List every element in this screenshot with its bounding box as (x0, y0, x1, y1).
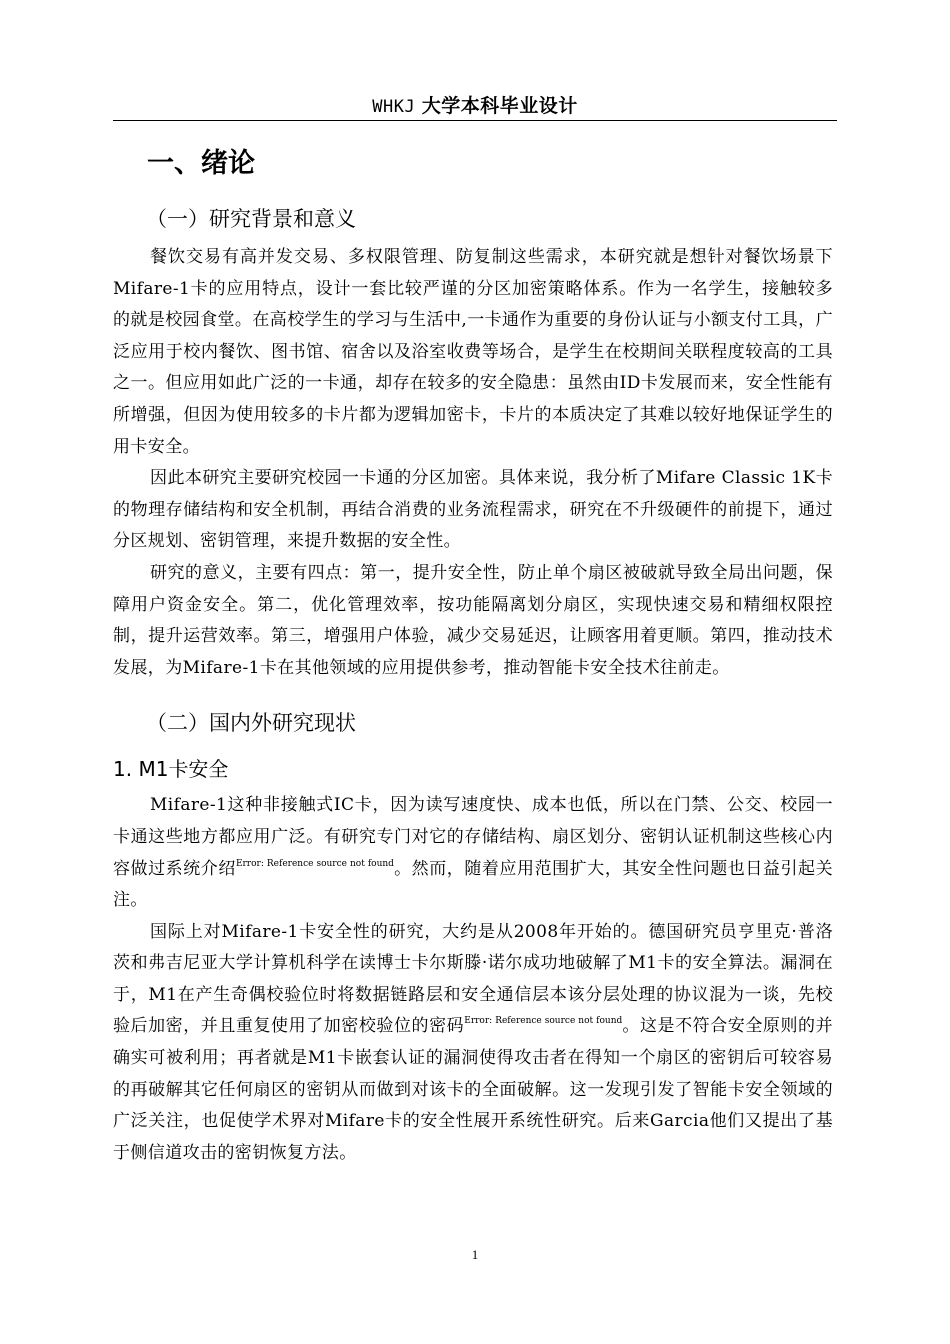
header-brand: WHKJ (372, 97, 416, 117)
paragraph: 因此本研究主要研究校园一卡通的分区加密。具体来说，我分析了Mifare Classic 1K卡的物理存储结构和安全机制，再结合消费的业务流程需求，研究在不升级硬件的前提下，通过分区规划、密钥管理，来提升数据的安全性。 (113, 468, 833, 552)
paragraph: 餐饮交易有高并发交易、多权限管理、防复制这些需求，本研究就是想针对餐饮场景下Mifare-1卡的应用特点，设计一套比较严谨的分区加密策略体系。作为一名学生，接触较多的就是校园食堂。在高校学生的学习与生活中,一卡通作为重要的身份认证与小额支付工具，广泛应用于校内餐饮、图书馆、宿舍以及浴室收费等场合，是学生在校期间关联程度较高的工具之一。但应用如此广泛的一卡通，却存在较多的安全隐患：虽然由ID卡发展而来，安全性能有所增强，但因为使用较多的卡片都为逻辑加密卡，卡片的本质决定了其难以较好地保证学生的用卡安全。 (113, 247, 833, 457)
reference-error-marker: Error: Reference source not found (235, 858, 394, 869)
paragraph-text: 国际上对Mifare-1卡安全性的研究，大约是从2008年开始的。德国研究员亨里克·普洛茨和弗吉尼亚大学计算机科学在读博士卡尔斯滕·诺尔成功地破解了M1卡的安全算法。漏洞在于，M1在产生奇偶校验位时将数据链路层和安全通信层本该分层处理的协议混为一谈，先校验后加密，并且重复使用了加密校验位的密码 (113, 921, 833, 1037)
subsection-heading-m1-security: 1. M1卡安全 (113, 757, 229, 782)
paragraph (113, 917, 833, 1170)
page-header (113, 92, 837, 121)
reference-error-marker: Error: Reference source not found (464, 1016, 623, 1027)
chapter-title: 一、绪论 (147, 148, 255, 179)
paragraph-text: Mifare-1这种非接触式IC卡，因为读写速度快、成本也低，所以在门禁、公交、校园一卡通这些地方都应用广泛。有研究专门对它的存储结构、扇区划分、密钥认证机制这些核心内容做过系统介绍 (113, 795, 833, 879)
paragraph-text: 。然而，随着应用范围扩大，其安全性问题也日益引起关注。 (113, 858, 833, 911)
document-body (113, 140, 833, 1169)
section-heading-research-status: （二）国内外研究现状 (146, 711, 356, 736)
section-heading-background: （一）研究背景和意义 (146, 207, 356, 231)
header-title: 大学本科毕业设计 (421, 95, 578, 117)
paragraph (113, 790, 833, 916)
paragraph: 研究的意义，主要有四点：第一，提升安全性，防止单个扇区被破就导致全局出问题，保障用户资金安全。第二，优化管理效率，按功能隔离划分扇区，实现快速交易和精细权限控制，提升运营效率。第三，增强用户体验，减少交易延迟，让顾客用着更顺。第四，推动技术发展，为Mifare-1卡在其他领域的应用提供参考，推动智能卡安全技术往前走。 (113, 562, 833, 678)
paragraph-text: 。这是不符合安全原则的并确实可被利用；再者就是M1卡嵌套认证的漏洞使得攻击者在得知一个扇区的密钥后可较容易的再破解其它任何扇区的密钥从而做到对该卡的全面破解。这一发现引发了智能卡安全领域的广泛关注，也促使学术界对Mifare卡的安全性展开系统性研究。后来Garcia他们又提出了基于侧信道攻击的密钥恢复方法。 (113, 1016, 834, 1163)
page-number: 1 (471, 1247, 479, 1262)
